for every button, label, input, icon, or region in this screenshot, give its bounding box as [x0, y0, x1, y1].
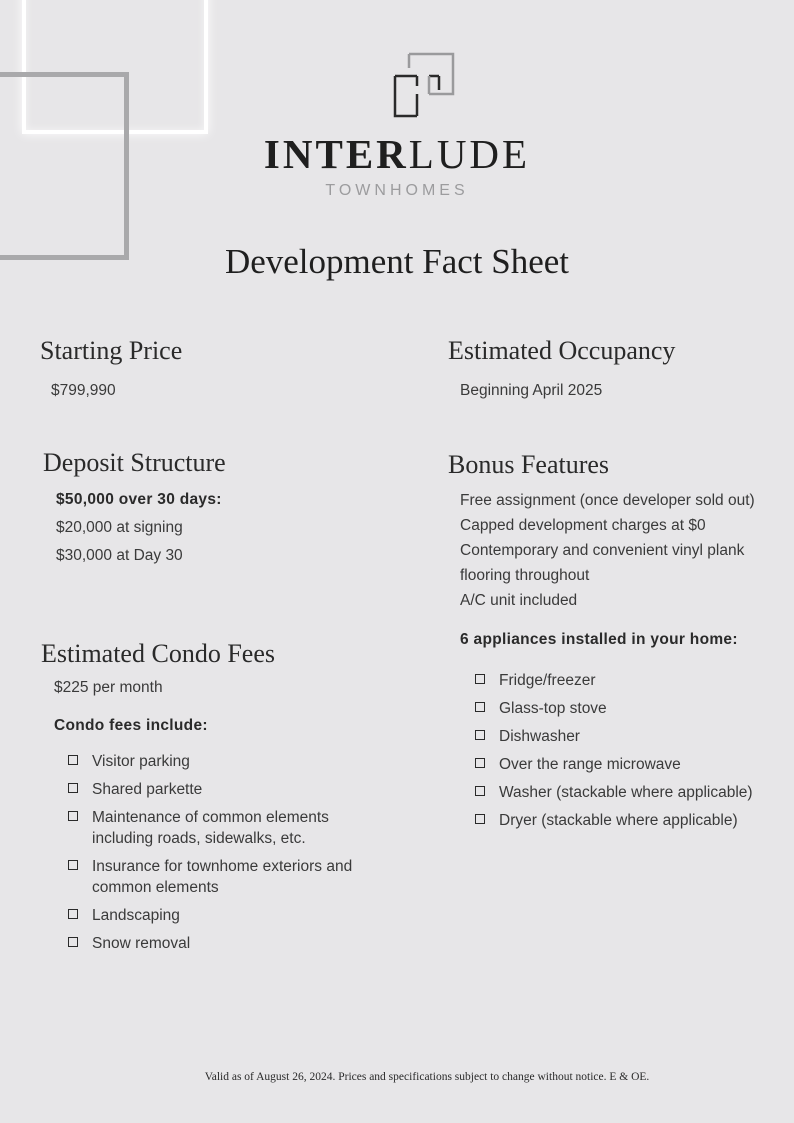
brand-subtitle: TOWNHOMES	[325, 182, 469, 199]
bonus-line: Capped development charges at $0	[460, 517, 706, 534]
list-item: Fridge/freezer	[475, 670, 775, 691]
deposit-heading: Deposit Structure	[43, 448, 226, 477]
appliances-list	[475, 670, 775, 831]
checkbox-icon	[475, 758, 485, 768]
list-item: Over the range microwave	[475, 754, 775, 775]
checkbox-icon	[475, 814, 485, 824]
deposit-summary: $50,000 over 30 days:	[56, 491, 222, 508]
page-title: Development Fact Sheet	[224, 242, 570, 281]
list-item: Snow removal	[68, 933, 368, 954]
starting-price-heading: Starting Price	[40, 336, 183, 365]
occupancy-heading: Estimated Occupancy	[448, 336, 676, 365]
list-item: Glass-top stove	[475, 698, 775, 719]
list-item: Landscaping	[68, 905, 368, 926]
logo-icon	[393, 52, 455, 118]
list-item: Insurance for townhome exteriors and common elements	[68, 856, 368, 898]
list-item: Dishwasher	[475, 726, 775, 747]
list-item: Washer (stackable where applicable)	[475, 782, 775, 803]
checkbox-icon	[68, 755, 78, 765]
starting-price-value: $799,990	[51, 382, 116, 399]
bonus-line: A/C unit included	[460, 592, 578, 609]
condo-includes-label: Condo fees include:	[54, 717, 208, 734]
list-item: Dryer (stackable where applicable)	[475, 810, 775, 831]
bonus-line: Contemporary and convenient vinyl plank	[460, 542, 745, 559]
checkbox-icon	[68, 860, 78, 870]
condo-fees-list	[68, 751, 368, 954]
checkbox-icon	[475, 702, 485, 712]
deposit-line: $20,000 at signing	[56, 519, 183, 536]
bonus-line: flooring throughout	[460, 567, 590, 584]
checkbox-icon	[68, 783, 78, 793]
checkbox-icon	[68, 937, 78, 947]
checkbox-icon	[68, 811, 78, 821]
occupancy-value: Beginning April 2025	[460, 382, 603, 399]
checkbox-icon	[68, 909, 78, 919]
checkbox-icon	[475, 674, 485, 684]
list-item: Visitor parking	[68, 751, 368, 772]
checkbox-icon	[475, 730, 485, 740]
list-item: Shared parkette	[68, 779, 368, 800]
checkbox-icon	[475, 786, 485, 796]
brand-name: INTERLUDE	[263, 131, 531, 177]
deposit-line: $30,000 at Day 30	[56, 547, 183, 564]
condo-fees-heading: Estimated Condo Fees	[41, 639, 275, 668]
condo-fees-value: $225 per month	[54, 679, 163, 696]
bonus-heading: Bonus Features	[448, 450, 610, 479]
appliances-label: 6 appliances installed in your home:	[460, 631, 738, 648]
list-item: Maintenance of common elements including roads, sidewalks, etc.	[68, 807, 368, 849]
bonus-line: Free assignment (once developer sold out)	[460, 492, 755, 509]
footer-disclaimer: Valid as of August 26, 2024. Prices and specifications subject to change without notice. E & OE.	[204, 1071, 650, 1083]
